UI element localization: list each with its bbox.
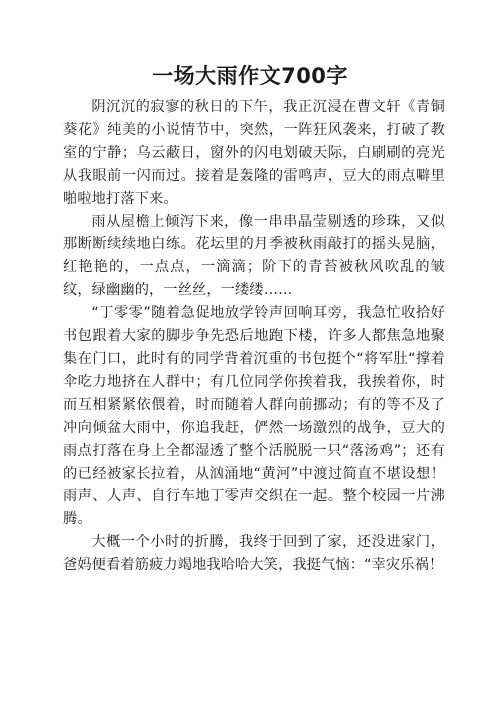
paragraph-1: 阴沉沉的寂寥的秋日的下午，我正沉浸在曹文轩《青铜葵花》纯美的小说情节中，突然，一阵狂风袭来，打破了教室的宁静；乌云蔽日，窗外的闪电划破天际，白刷刷的亮光从我眼前一闪而过。接着是轰隆的雷鸣声，豆大的雨点噼里啪啦地打落下来。	[63, 99, 445, 207]
document-title: 一场大雨作文700字	[152, 64, 348, 88]
document-body	[63, 96, 445, 577]
paragraph-3: “丁零零”随着急促地放学铃声回响耳旁，我急忙收拾好书包跟着大家的脚步争先恐后地跑下楼，许多人都焦急地聚集在门口，此时有的同学背着沉重的书包挺个“将军肚“撑着伞吃力地挤在人群中；有几位同学你挨着我，我挨着你，时而互相紧紧依偎着，时而随着人群向前挪动；有的等不及了冲向倾盆大雨中，你追我赶，俨然一场激烈的战争，豆大的雨点打落在身上全都湿透了整个活脱脱一只“落汤鸡”；还有的已经被家长拉着，从汹涌地“黄河”中渡过简直不堪设想！雨声、人声、自行车地丁零声交织在一起。整个校园一片沸腾。	[63, 305, 445, 528]
paragraph-2: 雨从屋檐上倾泻下来，像一串串晶莹剔透的珍珠，又似那断断续续地白练。花坛里的月季被秋雨敲打的摇头晃脑，红艳艳的，一点点，一滴滴；阶下的青苔被秋风吹乱的皱纹，绿幽幽的，一丝丝，一缕缕……	[63, 213, 445, 299]
paragraph-4: 大概一个小时的折腾，我终于回到了家，还没进家门，爸妈便看着筋疲力竭地我哈哈大笑，我挺气恼：“幸灾乐祸！	[63, 534, 445, 574]
